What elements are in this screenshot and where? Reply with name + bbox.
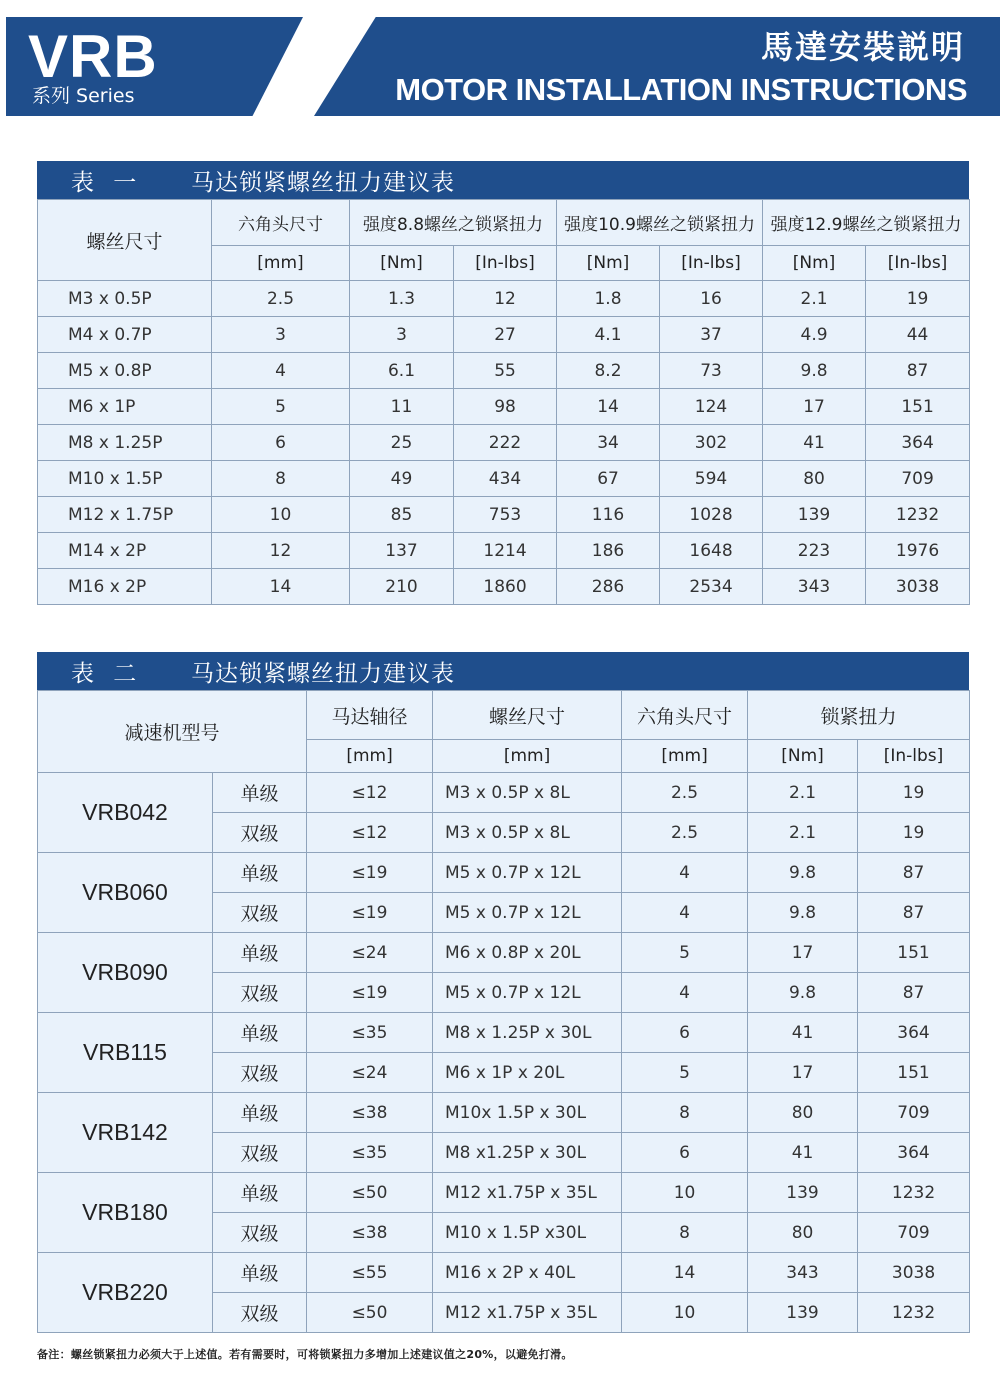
- hex-size-cell: 2.5: [622, 773, 748, 813]
- screw-size-cell: M12 x1.75P x 35L: [433, 1173, 622, 1213]
- screw-size-cell: M6 x 1P: [38, 389, 212, 425]
- torque-inlbs-cell: 151: [858, 1053, 970, 1093]
- grade-10-9-nm-cell: 4.1: [557, 317, 660, 353]
- unit-inlbs: [In-lbs]: [866, 246, 970, 281]
- motor-shaft-cell: ≤12: [307, 773, 433, 813]
- screw-size-cell: M12 x 1.75P: [38, 497, 212, 533]
- stage-cell: 双级: [213, 973, 307, 1013]
- grade-8-8-inlbs-cell: 434: [454, 461, 557, 497]
- torque-nm-cell: 139: [748, 1173, 858, 1213]
- hex-size-cell: 14: [212, 569, 350, 605]
- hex-size-cell: 6: [622, 1133, 748, 1173]
- page-title-en: MOTOR INSTALLATION INSTRUCTIONS: [395, 72, 967, 107]
- hex-size-cell: 4: [622, 973, 748, 1013]
- motor-shaft-cell: ≤38: [307, 1093, 433, 1133]
- screw-size-cell: M5 x 0.7P x 12L: [433, 893, 622, 933]
- grade-8-8-inlbs-cell: 98: [454, 389, 557, 425]
- unit-inlbs: [In-lbs]: [660, 246, 763, 281]
- grade-8-8-nm-cell: 6.1: [350, 353, 454, 389]
- torque-inlbs-cell: 1232: [858, 1173, 970, 1213]
- table-2-title-bar: [37, 652, 969, 690]
- reducer-model-cell: VRB180: [38, 1173, 213, 1253]
- table-row: [38, 853, 970, 893]
- table-row: [38, 569, 970, 605]
- unit-nm: [Nm]: [350, 246, 454, 281]
- unit-mm: [mm]: [212, 246, 350, 281]
- screw-size-cell: M5 x 0.7P x 12L: [433, 973, 622, 1013]
- grade-8-8-inlbs-cell: 12: [454, 281, 557, 317]
- screw-size-cell: M16 x 2P: [38, 569, 212, 605]
- col-hex-size: 六角头尺寸: [622, 691, 748, 740]
- table-1-label: 表 一: [71, 169, 143, 196]
- stage-cell: 单级: [213, 1013, 307, 1053]
- grade-12-9-nm-cell: 343: [763, 569, 866, 605]
- col-screw-size: 螺丝尺寸: [433, 691, 622, 740]
- table-row: [38, 281, 970, 317]
- grade-10-9-nm-cell: 186: [557, 533, 660, 569]
- motor-shaft-cell: ≤50: [307, 1173, 433, 1213]
- hex-size-cell: 5: [622, 1053, 748, 1093]
- grade-8-8-nm-cell: 85: [350, 497, 454, 533]
- reducer-model-cell: VRB060: [38, 853, 213, 933]
- grade-12-9-inlbs-cell: 87: [866, 353, 970, 389]
- screw-size-cell: M10 x 1.5P x30L: [433, 1213, 622, 1253]
- table-row: [38, 1173, 970, 1213]
- unit-mm: [mm]: [622, 740, 748, 773]
- hex-size-cell: 10: [622, 1173, 748, 1213]
- reducer-model-cell: VRB220: [38, 1253, 213, 1333]
- hex-size-cell: 4: [212, 353, 350, 389]
- motor-shaft-cell: ≤19: [307, 853, 433, 893]
- hex-size-cell: 10: [212, 497, 350, 533]
- torque-nm-cell: 41: [748, 1013, 858, 1053]
- grade-12-9-nm-cell: 223: [763, 533, 866, 569]
- screw-size-cell: M8 x1.25P x 30L: [433, 1133, 622, 1173]
- series-label: 系列 Series: [32, 85, 135, 107]
- grade-8-8-inlbs-cell: 1214: [454, 533, 557, 569]
- table-row: [38, 425, 970, 461]
- motor-shaft-cell: ≤24: [307, 933, 433, 973]
- grade-12-9-nm-cell: 9.8: [763, 353, 866, 389]
- grade-10-9-inlbs-cell: 1648: [660, 533, 763, 569]
- table-row: [38, 389, 970, 425]
- torque-inlbs-cell: 1232: [858, 1293, 970, 1333]
- torque-inlbs-cell: 364: [858, 1013, 970, 1053]
- motor-shaft-cell: ≤38: [307, 1213, 433, 1253]
- grade-10-9-inlbs-cell: 73: [660, 353, 763, 389]
- torque-inlbs-cell: 19: [858, 773, 970, 813]
- grade-12-9-inlbs-cell: 1232: [866, 497, 970, 533]
- unit-nm: [Nm]: [748, 740, 858, 773]
- table-row: [38, 353, 970, 389]
- torque-inlbs-cell: 19: [858, 813, 970, 853]
- col-reducer-model: 减速机型号: [38, 691, 307, 773]
- motor-shaft-cell: ≤35: [307, 1013, 433, 1053]
- table-2-label: 表 二: [71, 660, 143, 687]
- hex-size-cell: 14: [622, 1253, 748, 1293]
- unit-mm: [mm]: [307, 740, 433, 773]
- grade-12-9-inlbs-cell: 3038: [866, 569, 970, 605]
- stage-cell: 单级: [213, 933, 307, 973]
- torque-inlbs-cell: 3038: [858, 1253, 970, 1293]
- hex-size-cell: 3: [212, 317, 350, 353]
- hex-size-cell: 8: [212, 461, 350, 497]
- stage-cell: 双级: [213, 893, 307, 933]
- grade-8-8-inlbs-cell: 222: [454, 425, 557, 461]
- table-row: [38, 317, 970, 353]
- grade-8-8-nm-cell: 1.3: [350, 281, 454, 317]
- grade-10-9-nm-cell: 1.8: [557, 281, 660, 317]
- page-title-cn: 馬達安裝説明: [760, 28, 965, 66]
- hex-size-cell: 2.5: [212, 281, 350, 317]
- grade-8-8-nm-cell: 11: [350, 389, 454, 425]
- screw-size-cell: M8 x 1.25P x 30L: [433, 1013, 622, 1053]
- col-lock-torque: 锁紧扭力: [748, 691, 970, 740]
- grade-12-9-nm-cell: 139: [763, 497, 866, 533]
- motor-shaft-cell: ≤19: [307, 973, 433, 1013]
- table-1-title: 马达锁紧螺丝扭力建议表: [191, 169, 455, 196]
- motor-shaft-cell: ≤35: [307, 1133, 433, 1173]
- screw-size-cell: M3 x 0.5P: [38, 281, 212, 317]
- hex-size-cell: 8: [622, 1213, 748, 1253]
- torque-nm-cell: 9.8: [748, 973, 858, 1013]
- grade-12-9-nm-cell: 80: [763, 461, 866, 497]
- motor-shaft-cell: ≤24: [307, 1053, 433, 1093]
- stage-cell: 双级: [213, 1213, 307, 1253]
- screw-size-cell: M5 x 0.8P: [38, 353, 212, 389]
- torque-inlbs-cell: 709: [858, 1213, 970, 1253]
- torque-inlbs-cell: 709: [858, 1093, 970, 1133]
- torque-nm-cell: 80: [748, 1093, 858, 1133]
- unit-mm: [mm]: [433, 740, 622, 773]
- torque-nm-cell: 41: [748, 1133, 858, 1173]
- grade-8-8-nm-cell: 3: [350, 317, 454, 353]
- grade-10-9-nm-cell: 34: [557, 425, 660, 461]
- grade-8-8-nm-cell: 210: [350, 569, 454, 605]
- table-row: [38, 1013, 970, 1053]
- grade-8-8-inlbs-cell: 753: [454, 497, 557, 533]
- reducer-model-cell: VRB142: [38, 1093, 213, 1173]
- hex-size-cell: 8: [622, 1093, 748, 1133]
- grade-10-9-nm-cell: 14: [557, 389, 660, 425]
- grade-10-9-inlbs-cell: 594: [660, 461, 763, 497]
- stage-cell: 单级: [213, 1093, 307, 1133]
- torque-inlbs-cell: 364: [858, 1133, 970, 1173]
- hex-size-cell: 12: [212, 533, 350, 569]
- grade-10-9-nm-cell: 286: [557, 569, 660, 605]
- grade-10-9-inlbs-cell: 124: [660, 389, 763, 425]
- series-code: VRB: [28, 23, 158, 90]
- torque-nm-cell: 2.1: [748, 773, 858, 813]
- torque-nm-cell: 9.8: [748, 853, 858, 893]
- hex-size-cell: 4: [622, 893, 748, 933]
- grade-12-9-inlbs-cell: 364: [866, 425, 970, 461]
- grade-12-9-nm-cell: 2.1: [763, 281, 866, 317]
- torque-nm-cell: 9.8: [748, 893, 858, 933]
- table-row: [38, 1253, 970, 1293]
- motor-shaft-cell: ≤50: [307, 1293, 433, 1333]
- col-grade-12-9: 强度12.9螺丝之锁紧扭力: [763, 200, 970, 246]
- reducer-model-cell: VRB090: [38, 933, 213, 1013]
- col-grade-10-9: 强度10.9螺丝之锁紧扭力: [557, 200, 763, 246]
- footnote: 备注：螺丝锁紧扭力必须大于上述值。若有需要时，可将锁紧扭力多增加上述建议值之20%，以避免打滑。: [37, 1348, 573, 1361]
- torque-nm-cell: 139: [748, 1293, 858, 1333]
- torque-table-1: [37, 199, 970, 605]
- grade-8-8-inlbs-cell: 55: [454, 353, 557, 389]
- grade-8-8-nm-cell: 49: [350, 461, 454, 497]
- table-row: [38, 461, 970, 497]
- grade-12-9-nm-cell: 41: [763, 425, 866, 461]
- torque-inlbs-cell: 151: [858, 933, 970, 973]
- grade-12-9-nm-cell: 4.9: [763, 317, 866, 353]
- hex-size-cell: 4: [622, 853, 748, 893]
- screw-size-cell: M14 x 2P: [38, 533, 212, 569]
- stage-cell: 双级: [213, 1293, 307, 1333]
- grade-8-8-nm-cell: 137: [350, 533, 454, 569]
- hex-size-cell: 10: [622, 1293, 748, 1333]
- torque-nm-cell: 17: [748, 1053, 858, 1093]
- screw-size-cell: M8 x 1.25P: [38, 425, 212, 461]
- col-hex-size: 六角头尺寸: [212, 200, 350, 246]
- stage-cell: 双级: [213, 813, 307, 853]
- screw-size-cell: M12 x1.75P x 35L: [433, 1293, 622, 1333]
- grade-12-9-inlbs-cell: 1976: [866, 533, 970, 569]
- grade-12-9-inlbs-cell: 151: [866, 389, 970, 425]
- grade-12-9-inlbs-cell: 44: [866, 317, 970, 353]
- grade-12-9-inlbs-cell: 709: [866, 461, 970, 497]
- unit-inlbs: [In-lbs]: [858, 740, 970, 773]
- screw-size-cell: M3 x 0.5P x 8L: [433, 813, 622, 853]
- hex-size-cell: 5: [622, 933, 748, 973]
- screw-size-cell: M4 x 0.7P: [38, 317, 212, 353]
- unit-inlbs: [In-lbs]: [454, 246, 557, 281]
- hex-size-cell: 6: [212, 425, 350, 461]
- torque-nm-cell: 17: [748, 933, 858, 973]
- stage-cell: 单级: [213, 853, 307, 893]
- grade-8-8-inlbs-cell: 1860: [454, 569, 557, 605]
- hex-size-cell: 6: [622, 1013, 748, 1053]
- grade-10-9-inlbs-cell: 37: [660, 317, 763, 353]
- motor-shaft-cell: ≤19: [307, 893, 433, 933]
- grade-10-9-nm-cell: 8.2: [557, 353, 660, 389]
- screw-size-cell: M6 x 0.8P x 20L: [433, 933, 622, 973]
- grade-10-9-nm-cell: 67: [557, 461, 660, 497]
- torque-nm-cell: 2.1: [748, 813, 858, 853]
- unit-nm: [Nm]: [557, 246, 660, 281]
- stage-cell: 单级: [213, 773, 307, 813]
- motor-shaft-cell: ≤55: [307, 1253, 433, 1293]
- col-screw-size: 螺丝尺寸: [38, 200, 212, 281]
- grade-10-9-inlbs-cell: 2534: [660, 569, 763, 605]
- reducer-model-cell: VRB042: [38, 773, 213, 853]
- table-row: [38, 933, 970, 973]
- screw-size-cell: M6 x 1P x 20L: [433, 1053, 622, 1093]
- screw-size-cell: M16 x 2P x 40L: [433, 1253, 622, 1293]
- table-row: [38, 773, 970, 813]
- grade-8-8-nm-cell: 25: [350, 425, 454, 461]
- table-1: [37, 161, 969, 605]
- table-row: [38, 533, 970, 569]
- torque-inlbs-cell: 87: [858, 893, 970, 933]
- col-grade-8-8: 强度8.8螺丝之锁紧扭力: [350, 200, 557, 246]
- screw-size-cell: M10x 1.5P x 30L: [433, 1093, 622, 1133]
- grade-8-8-inlbs-cell: 27: [454, 317, 557, 353]
- grade-10-9-inlbs-cell: 1028: [660, 497, 763, 533]
- grade-12-9-nm-cell: 17: [763, 389, 866, 425]
- screw-size-cell: M10 x 1.5P: [38, 461, 212, 497]
- torque-inlbs-cell: 87: [858, 973, 970, 1013]
- table-1-title-bar: [37, 161, 969, 199]
- screw-size-cell: M3 x 0.5P x 8L: [433, 773, 622, 813]
- stage-cell: 单级: [213, 1253, 307, 1293]
- stage-cell: 单级: [213, 1173, 307, 1213]
- stage-cell: 双级: [213, 1133, 307, 1173]
- torque-nm-cell: 80: [748, 1213, 858, 1253]
- reducer-model-cell: VRB115: [38, 1013, 213, 1093]
- grade-10-9-inlbs-cell: 16: [660, 281, 763, 317]
- grade-12-9-inlbs-cell: 19: [866, 281, 970, 317]
- grade-10-9-inlbs-cell: 302: [660, 425, 763, 461]
- stage-cell: 双级: [213, 1053, 307, 1093]
- torque-inlbs-cell: 87: [858, 853, 970, 893]
- screw-size-cell: M5 x 0.7P x 12L: [433, 853, 622, 893]
- torque-table-2: [37, 690, 970, 1333]
- unit-nm: [Nm]: [763, 246, 866, 281]
- table-2: [37, 652, 969, 1333]
- hex-size-cell: 2.5: [622, 813, 748, 853]
- motor-shaft-cell: ≤12: [307, 813, 433, 853]
- table-2-title: 马达锁紧螺丝扭力建议表: [191, 660, 455, 687]
- table-row: [38, 497, 970, 533]
- table-row: [38, 1093, 970, 1133]
- col-motor-shaft: 马达轴径: [307, 691, 433, 740]
- hex-size-cell: 5: [212, 389, 350, 425]
- torque-nm-cell: 343: [748, 1253, 858, 1293]
- grade-10-9-nm-cell: 116: [557, 497, 660, 533]
